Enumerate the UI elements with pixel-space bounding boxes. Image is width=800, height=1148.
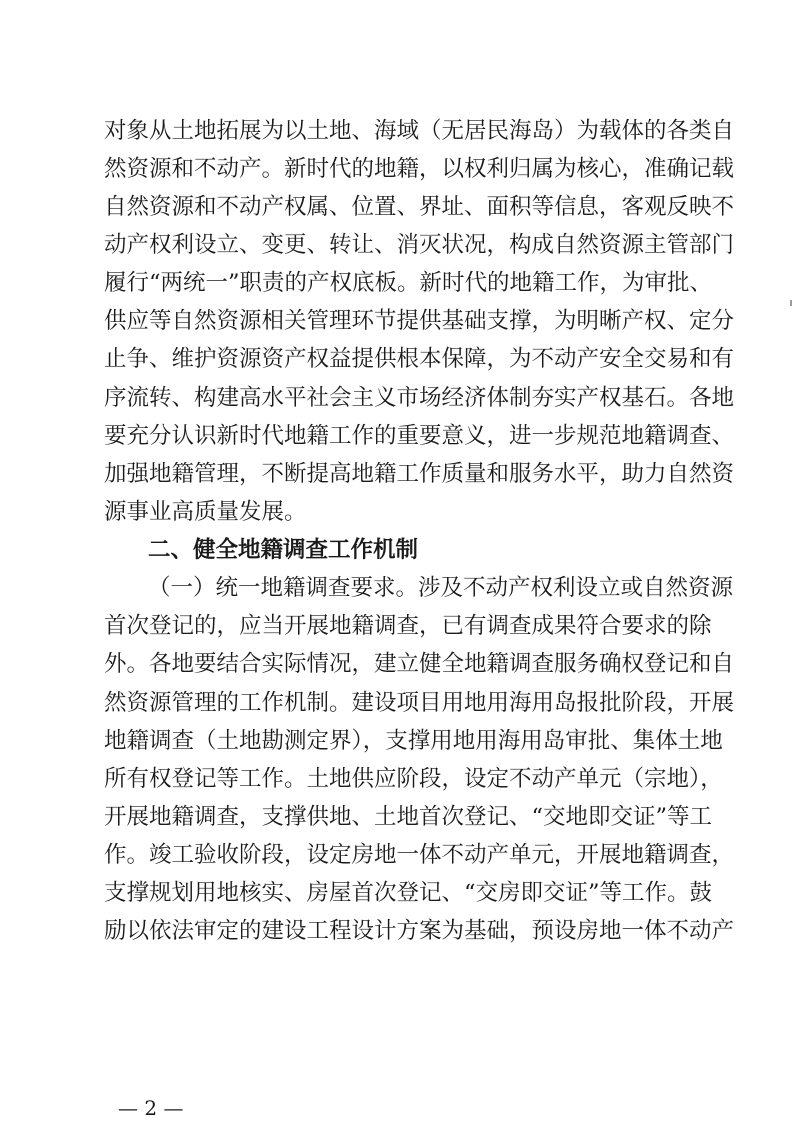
page-number: — 2 — — [118, 1096, 184, 1120]
paragraph-line: 供应等自然资源相关管理环节提供基础支撑，为明晰产权、定分 — [104, 308, 735, 334]
scan-margin-mark — [790, 300, 792, 306]
paragraph-line: 源事业高质量发展。 — [104, 499, 307, 525]
paragraph-line: 地籍调查（土地勘测定界），支撑用地用海用岛审批、集体土地 — [104, 728, 723, 754]
paragraph-line: 外。各地要结合实际情况，建立健全地籍调查服务确权登记和自 — [104, 651, 735, 677]
paragraph-line: 履行“两统一”职责的产权底板。新时代的地籍工作，为审批、 — [104, 270, 713, 296]
paragraph-line: 然资源和不动产。新时代的地籍，以权利归属为核心，准确记载 — [104, 156, 735, 182]
paragraph-line: 止争、维护资源资产权益提供根本保障，为不动产安全交易和有 — [104, 346, 735, 372]
paragraph-line: （一）统一地籍调查要求。涉及不动产权利设立或自然资源 — [148, 575, 734, 601]
paragraph-line: 自然资源和不动产权属、位置、界址、面积等信息，客观反映不 — [104, 194, 735, 220]
paragraph-line: 所有权登记等工作。土地供应阶段，设定不动产单元（宗地）， — [104, 766, 723, 792]
section-heading: 二、健全地籍调查工作机制 — [148, 537, 419, 563]
paragraph-line: 序流转、构建高水平社会主义市场经济体制夯实产权基石。各地 — [104, 385, 735, 411]
paragraph-line: 励以依法审定的建设工程设计方案为基础，预设房地一体不动产 — [104, 918, 735, 944]
paragraph-line: 开展地籍调查，支撑供地、土地首次登记、“交地即交证”等工 — [104, 804, 713, 830]
paragraph-line: 支撑规划用地核实、房屋首次登记、“交房即交证”等工作。鼓 — [104, 880, 713, 906]
paragraph-line: 对象从土地拓展为以土地、海域（无居民海岛）为载体的各类自 — [104, 118, 735, 144]
paragraph-line: 然资源管理的工作机制。建设项目用地用海用岛报批阶段，开展 — [104, 690, 735, 716]
paragraph-line: 首次登记的，应当开展地籍调查，已有调查成果符合要求的除 — [104, 613, 712, 639]
paragraph-line: 加强地籍管理，不断提高地籍工作质量和服务水平，助力自然资 — [104, 461, 735, 487]
paragraph-line: 要充分认识新时代地籍工作的重要意义，进一步规范地籍调查、 — [104, 423, 735, 449]
paragraph-line: 动产权利设立、变更、转让、消灭状况，构成自然资源主管部门 — [104, 232, 735, 258]
paragraph-line: 作。竣工验收阶段，设定房地一体不动产单元，开展地籍调查， — [104, 842, 735, 868]
